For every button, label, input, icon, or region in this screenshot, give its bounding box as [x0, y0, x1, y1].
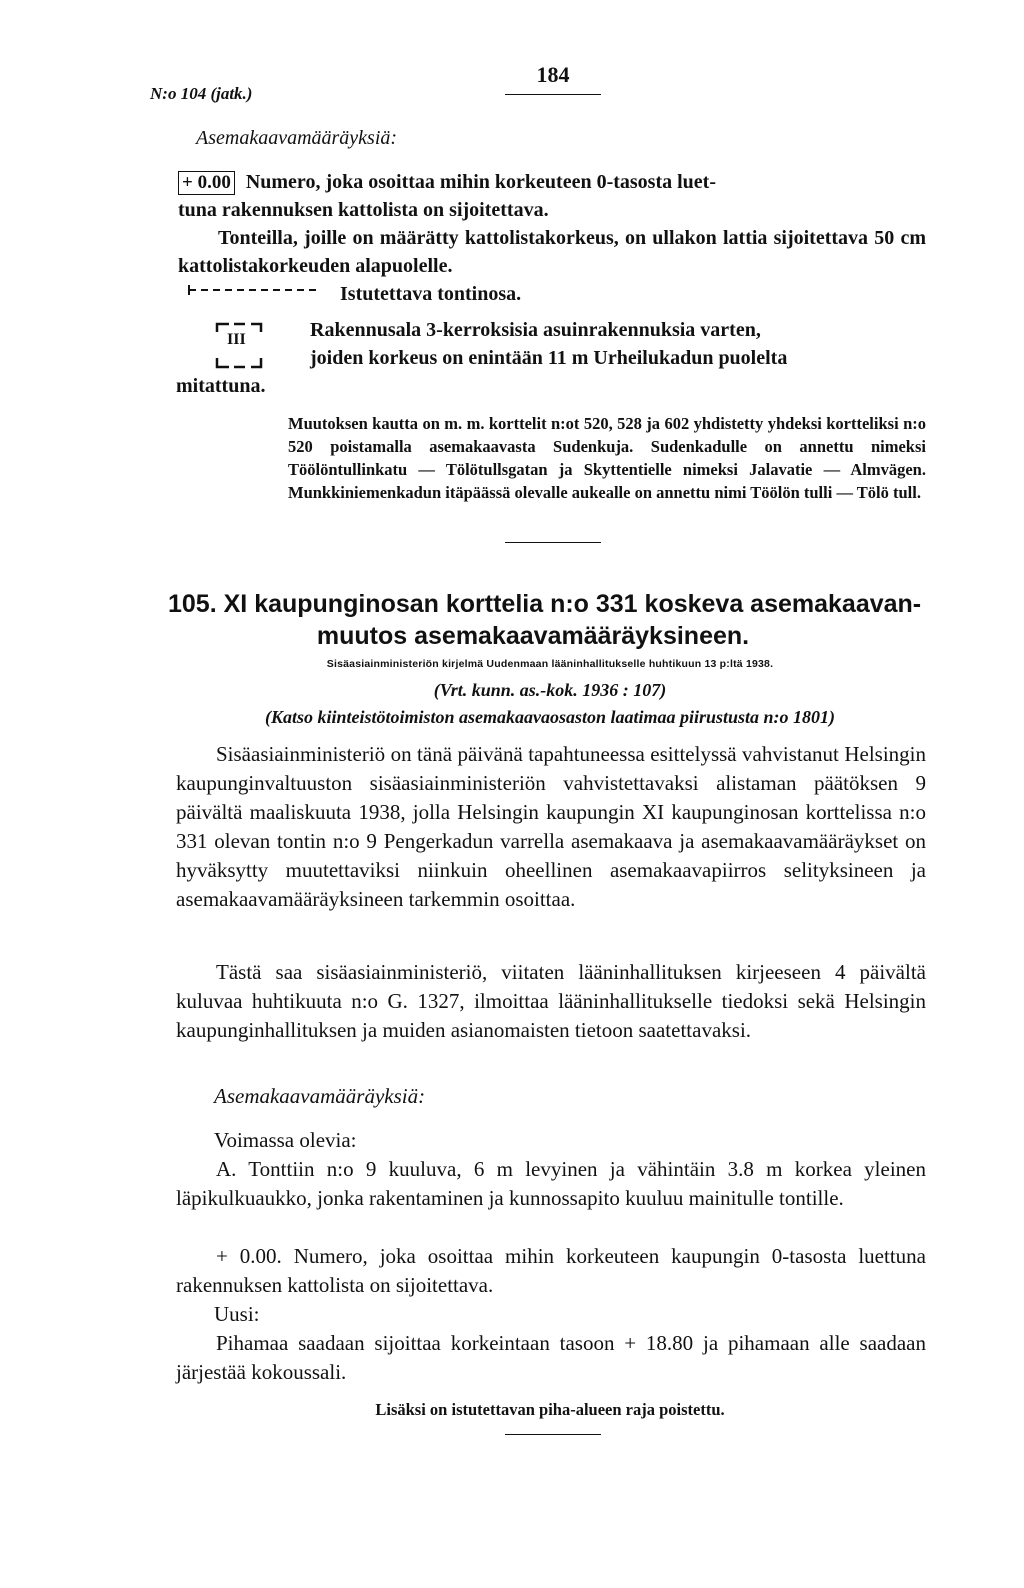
- closing-rule: [505, 1434, 601, 1435]
- section-title-line-2: muutos asemakaavamääräyksineen.: [316, 622, 750, 650]
- decision-paragraph: Sisäasiainministeriö on tänä päivänä tapahtuneessa esittelyssä vahvistanut Helsingin kaupunginvaltuuston sisäasiainministeriön vahvistettavaksi alistaman päätöksen 9 päivältä maaliskuuta 1938, jolla Helsingin kaupungin XI kaupunginosan korttelissa n:o 331 olevan tontin n:o 9 Pengerkadun varrella asemakaava ja asemakaavamääräykset on hyväksytty muutettaviksi niinkuin oheellinen asemakaavapiirros selityksineen ja asemakaavamääräyksineen tarkemmin osoittaa.: [176, 742, 926, 911]
- page-reference: N:o 104 (jatk.): [150, 84, 253, 103]
- regulations-heading-prev: Asemakaavamääräyksiä:: [196, 127, 398, 149]
- planting-area-symbol: [188, 285, 318, 295]
- height-regulation-first-line: Numero, joka osoittaa mihin korkeuteen 0-tasosta luet-: [245, 171, 716, 193]
- building-area-line-3: mitattuna.: [176, 375, 266, 397]
- section-divider: [505, 542, 601, 543]
- reference-drawing: (Katso kiinteistötoimiston asemakaavaosaston laatimaa piirustusta n:o 1801): [264, 707, 836, 727]
- regulation-height-zero: + 0.00. Numero, joka osoittaa mihin korkeuteen kaupungin 0-tasosta luettuna rakennuksen kattolista on sijoitettava.: [176, 1244, 926, 1297]
- height-regulation-second-line: tuna rakennuksen kattolista on sijoitettava.: [178, 199, 549, 221]
- notification-paragraph: Tästä saa sisäasiainministeriö, viitaten lääninhallituksen kirjeeseen 4 päivältä kuluvaa huhtikuuta n:o G. 1327, ilmoittaa lääninhallitukselle tiedoksi sekä Helsingin kaupunginhallituksen ja muiden asianomaisten tietoon saatettavaksi.: [176, 960, 926, 1042]
- footnote: Lisäksi on istutettavan piha-alueen raja poistettu.: [375, 1400, 725, 1419]
- changes-note: Muutoksen kautta on m. m. korttelit n:ot 520, 528 ja 602 yhdistetty yhdeksi kortteliksi n:o 520 poistamalla asemakaavasta Sudenkuja. Sudenkadulle on annettu nimeksi Töölöntullinkatu — Tölötullsgatan ja Skyttentielle nimeksi Jalavatie — Almvägen. Munkkiniemenkadun itäpäässä olevalle aukealle on annettu nimi Töölön tulli — Tölö tull.: [288, 414, 926, 502]
- reference-compare: (Vrt. kunn. as.-kok. 1936 : 107): [433, 680, 667, 700]
- attic-regulation-paragraph: Tonteilla, joille on määrätty kattolistakorkeus, on ullakon lattia sijoitettava 50 cm kattolistakorkeuden alapuolelle.: [178, 227, 926, 277]
- new-label: Uusi:: [214, 1302, 260, 1326]
- regulation-item-a: A. Tonttiin n:o 9 kuuluva, 6 m levyinen ja vähintäin 3.8 m korkea yleinen läpikulkuaukko, jonka rakentaminen ja kunnossapito kuuluu mainitulle tontille.: [176, 1157, 926, 1210]
- regulation-new-item: Pihamaa saadaan sijoittaa korkeintaan tasoon + 18.80 ja pihamaan alle saadaan järjestää kokoussali.: [176, 1331, 926, 1384]
- building-area-line-2: joiden korkeus on enintään 11 m Urheilukadun puolelta: [310, 347, 788, 369]
- decree-reference: Sisäasiainministeriön kirjelmä Uudenmaan lääninhallitukselle huhtikuun 13 p:ltä 1938.: [326, 658, 774, 670]
- page-number-rule: [505, 94, 601, 95]
- section-title-line-1: XI kaupunginosan korttelia n:o 331 koskeva asemakaavan-: [223, 590, 922, 618]
- in-force-label: Voimassa olevia:: [214, 1128, 357, 1152]
- regulations-heading: Asemakaavamääräyksiä:: [214, 1084, 426, 1108]
- page-number: 184: [536, 62, 570, 87]
- building-area-line-1: Rakennusala 3-kerroksisia asuinrakennuksia varten,: [310, 319, 761, 341]
- section-number: 105.: [168, 590, 217, 618]
- building-area-iii-label: III: [227, 331, 246, 348]
- height-box-symbol: + 0.00: [178, 171, 235, 195]
- section-title: [168, 588, 938, 652]
- height-regulation-block: [178, 168, 926, 280]
- planting-area-label: Istutettava tontinosa.: [340, 283, 522, 305]
